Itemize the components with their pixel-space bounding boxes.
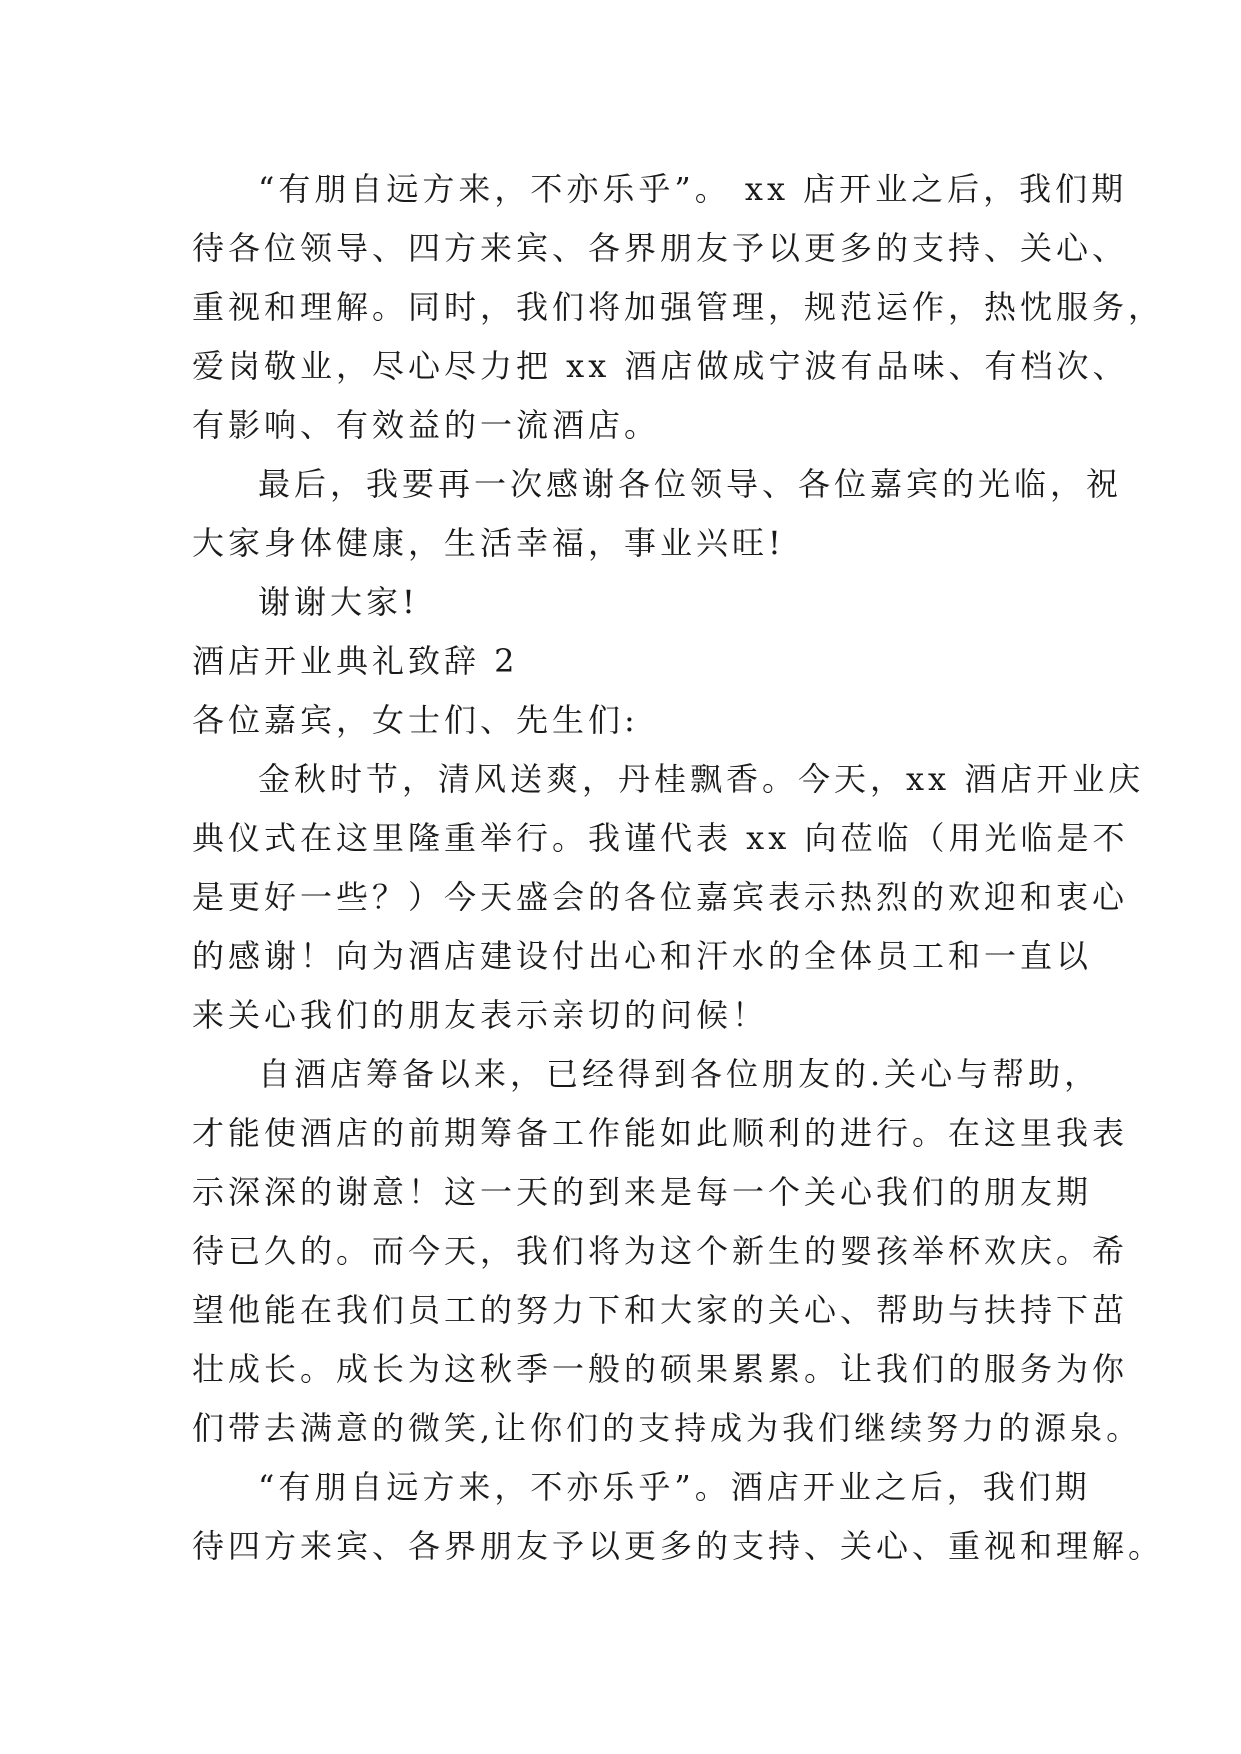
text-line: 自酒店筹备以来，已经得到各位朋友的.关心与帮助， — [258, 1055, 1101, 1093]
text-line: 谢谢大家! — [258, 583, 419, 621]
salutation: 各位嘉宾，女士们、先生们: — [192, 701, 639, 739]
text-line: 待各位领导、四方来宾、各界朋友予以更多的支持、关心、 — [192, 229, 1129, 267]
section-title: 酒店开业典礼致辞 2 — [192, 642, 519, 680]
text-line: 示深深的谢意！这一天的到来是每一个关心我们的朋友期 — [192, 1173, 1093, 1211]
text-line: 是更好一些？）今天盛会的各位嘉宾表示热烈的欢迎和衷心 — [192, 878, 1129, 916]
document-body — [192, 160, 1165, 1576]
text-line: 待已久的。而今天，我们将为这个新生的婴孩举杯欢庆。希 — [192, 1232, 1129, 1270]
text-line: 待四方来宾、各界朋友予以更多的支持、关心、重视和理解。 — [192, 1527, 1165, 1565]
text-line: 金秋时节，清风送爽，丹桂飘香。今天，xx 酒店开业庆 — [258, 760, 1145, 798]
text-line: 爱岗敬业，尽心尽力把 xx 酒店做成宁波有品味、有档次、 — [192, 347, 1129, 385]
text-line: “有朋自远方来，不亦乐乎”。酒店开业之后，我们期 — [258, 1468, 1091, 1506]
text-line: 最后，我要再一次感谢各位领导、各位嘉宾的光临，祝 — [258, 465, 1123, 503]
text-line: 才能使酒店的前期筹备工作能如此顺利的进行。在这里我表 — [192, 1114, 1129, 1152]
text-line: 们带去满意的微笑,让你们的支持成为我们继续努力的源泉。 — [192, 1409, 1143, 1447]
text-line: 大家身体健康，生活幸福，事业兴旺! — [192, 524, 785, 562]
text-line: 有影响、有效益的一流酒店。 — [192, 406, 661, 444]
text-line: 重视和理解。同时，我们将加强管理，规范运作，热忱服务， — [192, 288, 1165, 326]
text-line: 的感谢！向为酒店建设付出心和汗水的全体员工和一直以 — [192, 937, 1093, 975]
text-line: 望他能在我们员工的努力下和大家的关心、帮助与扶持下茁 — [192, 1291, 1129, 1329]
text-line: “有朋自远方来，不亦乐乎”。 xx 店开业之后，我们期 — [258, 170, 1128, 208]
text-line: 壮成长。成长为这秋季一般的硕果累累。让我们的服务为你 — [192, 1350, 1129, 1388]
text-line: 来关心我们的朋友表示亲切的问候！ — [192, 996, 769, 1034]
text-line: 典仪式在这里隆重举行。我谨代表 xx 向莅临（用光临是不 — [192, 819, 1129, 857]
